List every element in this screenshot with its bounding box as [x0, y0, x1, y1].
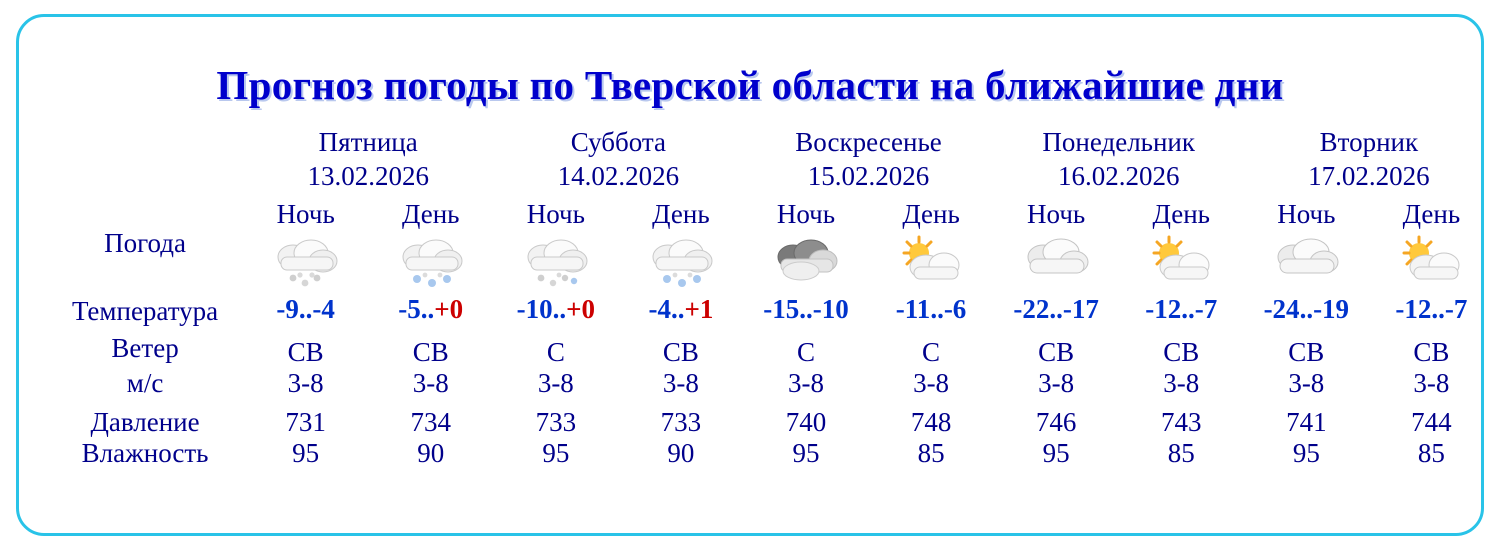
weather-icon-cell-3: [618, 232, 743, 294]
wind-speed-cell-8: 3-8: [1288, 368, 1325, 399]
day-name: Пятница: [318, 127, 418, 157]
day-header-4: [1244, 121, 1494, 193]
humidity-cell-4: 95: [792, 438, 820, 469]
table-row-parts: [47, 193, 1494, 232]
day-date: 15.02.2026: [807, 161, 930, 192]
empty-corner: [47, 121, 243, 193]
wind-speed-cell-5: 3-8: [913, 368, 950, 399]
part-label-5: День: [902, 199, 960, 230]
day-date: 17.02.2026: [1308, 161, 1430, 192]
humidity-cell-9: 85: [1417, 438, 1445, 469]
sun-cloud-icon: [1142, 235, 1220, 291]
part-label-6: Ночь: [1027, 199, 1086, 230]
humidity-cell-8: 95: [1292, 438, 1320, 469]
wind-speed-cell-3: 3-8: [662, 368, 699, 399]
humidity-cell-2: 95: [542, 438, 570, 469]
weather-icon-cell-9: [1369, 232, 1494, 294]
part-label-4: Ночь: [776, 199, 836, 230]
cloud-sleet-icon: [642, 235, 720, 291]
sun-cloud-icon: [892, 235, 970, 291]
humidity-cell-5: 85: [917, 438, 945, 469]
wind-speed-cell-6: 3-8: [1038, 368, 1075, 399]
day-name: Вторник: [1319, 127, 1419, 157]
day-date: 14.02.2026: [557, 161, 680, 192]
pressure-cell-5: 748: [910, 407, 952, 438]
weather-icon-cell-7: [1119, 232, 1244, 294]
temperature-cell-5: -11..-6: [895, 294, 967, 325]
wind-direction-cell-4: С: [796, 337, 815, 368]
day-header-0: [243, 121, 493, 193]
humidity-cell-7: 85: [1167, 438, 1195, 469]
wind-direction-cell-9: СВ: [1413, 337, 1450, 368]
row-label-temperature: Температура: [71, 296, 219, 327]
day-date: 16.02.2026: [1057, 161, 1180, 192]
weather-icon-cell-4: [743, 232, 868, 294]
part-label-7: День: [1152, 199, 1210, 230]
weather-icon-cell-5: [869, 232, 994, 294]
weather-icon-cell-2: [493, 232, 618, 294]
page-title: Прогноз погоды по Тверской области на ближайшие дни: [216, 62, 1284, 108]
part-label-8: Ночь: [1277, 199, 1336, 230]
forecast-table: [47, 121, 1494, 475]
part-label-3: День: [652, 199, 710, 230]
day-date: 13.02.2026: [307, 161, 429, 192]
pressure-cell-3: 733: [660, 407, 702, 438]
row-label-weather: Погода: [104, 228, 186, 259]
temperature-cell-2: -10..+0: [516, 294, 596, 325]
row-label-wind-unit: м/с: [126, 368, 164, 399]
wind-direction-cell-7: СВ: [1163, 337, 1200, 368]
table-row-humidity: [47, 438, 1494, 475]
pressure-cell-4: 740: [785, 407, 827, 438]
wind-speed-cell-2: 3-8: [537, 368, 574, 399]
row-label-pressure: Давление: [90, 407, 200, 438]
wind-direction-cell-8: СВ: [1288, 337, 1325, 368]
temperature-cell-9: -12..-7: [1395, 294, 1468, 325]
wind-speed-cell-9: 3-8: [1413, 368, 1450, 399]
sun-cloud-icon: [1392, 235, 1470, 291]
temperature-cell-0: -9..-4: [276, 294, 335, 325]
cloud-snow-icon: [517, 235, 595, 291]
temperature-cell-8: -24..-19: [1263, 294, 1350, 325]
day-name: Воскресенье: [795, 127, 942, 157]
weather-icon-cell-1: [368, 232, 493, 294]
day-name: Суббота: [570, 127, 666, 157]
pressure-cell-2: 733: [535, 407, 577, 438]
cloud-icon: [1017, 235, 1095, 291]
table-row-days: [47, 121, 1494, 193]
pressure-cell-1: 734: [410, 407, 451, 438]
cloud-snow-icon: [267, 235, 345, 291]
pressure-cell-6: 746: [1035, 407, 1077, 438]
day-header-1: [493, 121, 743, 193]
cloud-sleet-icon: [392, 235, 470, 291]
wind-direction-cell-0: СВ: [287, 337, 324, 368]
wind-speed-cell-7: 3-8: [1163, 368, 1200, 399]
humidity-cell-3: 90: [667, 438, 695, 469]
row-label-wind: Ветер: [111, 333, 179, 364]
part-label-0: Ночь: [276, 199, 335, 230]
wind-direction-cell-6: СВ: [1038, 337, 1075, 368]
table-row-pressure: [47, 399, 1494, 438]
temperature-cell-6: -22..-17: [1013, 294, 1099, 325]
weather-icon-cell-8: [1244, 232, 1369, 294]
temperature-cell-4: -15..-10: [763, 294, 849, 325]
day-header-3: [994, 121, 1244, 193]
day-name: Понедельник: [1042, 127, 1195, 157]
table-row-wind-speed: [47, 368, 1494, 399]
humidity-cell-0: 95: [292, 438, 320, 469]
part-label-1: День: [401, 199, 460, 230]
pressure-cell-8: 741: [1286, 407, 1327, 438]
temperature-cell-7: -12..-7: [1145, 294, 1218, 325]
wind-direction-cell-1: СВ: [412, 337, 449, 368]
temperature-cell-3: -4..+1: [648, 294, 714, 325]
wind-direction-cell-5: С: [922, 337, 941, 368]
wind-direction-cell-3: СВ: [662, 337, 699, 368]
humidity-cell-6: 95: [1042, 438, 1070, 469]
part-label-9: День: [1402, 199, 1461, 230]
pressure-cell-9: 744: [1411, 407, 1452, 438]
wind-speed-cell-4: 3-8: [787, 368, 824, 399]
weather-icon-cell-0: [243, 232, 368, 294]
cloud-dark-icon: [767, 235, 845, 291]
weather-forecast-card: [16, 14, 1484, 536]
wind-speed-cell-1: 3-8: [412, 368, 449, 399]
row-label-humidity: Влажность: [81, 438, 209, 469]
table-row-temperature: [47, 294, 1494, 329]
table-row-wind-direction: [47, 329, 1494, 368]
pressure-cell-0: 731: [285, 407, 326, 438]
pressure-cell-7: 743: [1160, 407, 1202, 438]
humidity-cell-1: 90: [417, 438, 445, 469]
cloud-icon: [1267, 235, 1345, 291]
wind-speed-cell-0: 3-8: [287, 368, 324, 399]
day-header-2: [743, 121, 993, 193]
wind-direction-cell-2: С: [546, 337, 565, 368]
table-row-icons: [47, 232, 1494, 294]
part-label-2: Ночь: [526, 199, 585, 230]
weather-icon-cell-6: [994, 232, 1119, 294]
temperature-cell-1: -5..+0: [398, 294, 464, 325]
